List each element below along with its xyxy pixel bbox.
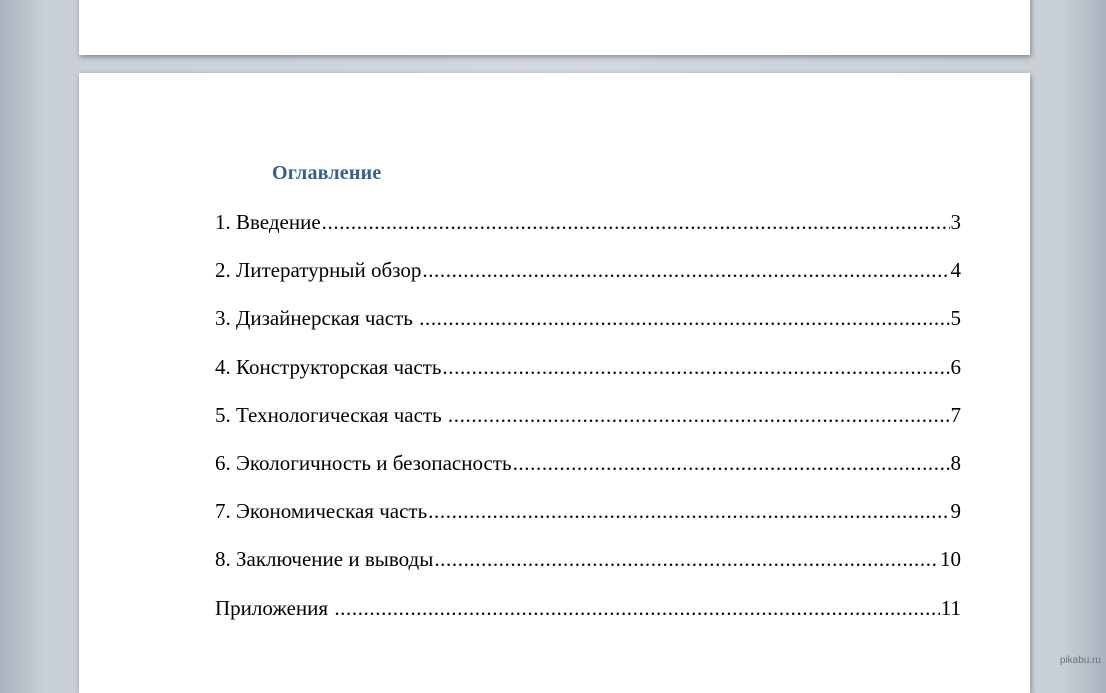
toc-entry-title: 8. Заключение и выводы [215, 547, 434, 572]
toc-entry-page: 7 [950, 402, 961, 427]
watermark: pikabu.ru [1059, 655, 1101, 666]
toc-entry-ecology-safety[interactable] [215, 451, 961, 499]
dot-leader [419, 306, 949, 331]
toc-entry-title: 5. Технологическая часть [215, 402, 447, 427]
toc-entry-page: 8 [950, 450, 961, 475]
dot-leader [428, 499, 949, 524]
toc-entry-page: 6 [950, 354, 961, 379]
toc-entry-engineering-part[interactable] [215, 355, 961, 403]
toc-entry-technology-part[interactable] [215, 403, 961, 451]
toc-entry-page: 11 [940, 595, 961, 620]
toc-entry-page: 3 [950, 210, 961, 234]
toc-entry-introduction[interactable] [215, 210, 961, 258]
toc-list [215, 210, 961, 644]
toc-entry-title: 1. Введение [215, 210, 321, 234]
toc-entry-appendices[interactable] [215, 596, 961, 644]
dot-leader [422, 258, 949, 283]
dot-leader [322, 210, 950, 235]
toc-entry-page: 9 [950, 499, 961, 524]
dot-leader [434, 547, 939, 572]
toc-entry-title: 6. Экологичность и безопасность [215, 450, 512, 475]
toc-entry-economic-part[interactable] [215, 499, 961, 547]
toc-entry-page: 5 [950, 306, 961, 331]
toc-entry-literature-review[interactable] [215, 258, 961, 306]
dot-leader [513, 451, 950, 476]
dot-leader [448, 403, 950, 428]
toc-entry-title: 3. Дизайнерская часть [215, 306, 419, 331]
toc-entry-title: 7. Экономическая часть [215, 499, 428, 524]
dot-leader [442, 355, 949, 380]
toc-entry-title: Приложения [215, 595, 334, 620]
toc-entry-conclusion[interactable] [215, 547, 961, 595]
previous-page [79, 0, 1030, 55]
toc-heading: Оглавление [272, 162, 382, 184]
toc-entry-title: 4. Конструкторская часть [215, 354, 442, 379]
toc-entry-title: 2. Литературный обзор [215, 258, 422, 283]
toc-entry-page: 10 [940, 547, 961, 572]
toc-entry-design-part[interactable] [215, 306, 961, 354]
toc-entry-page: 4 [950, 258, 961, 283]
dot-leader [334, 596, 939, 621]
document-page [79, 73, 1030, 693]
